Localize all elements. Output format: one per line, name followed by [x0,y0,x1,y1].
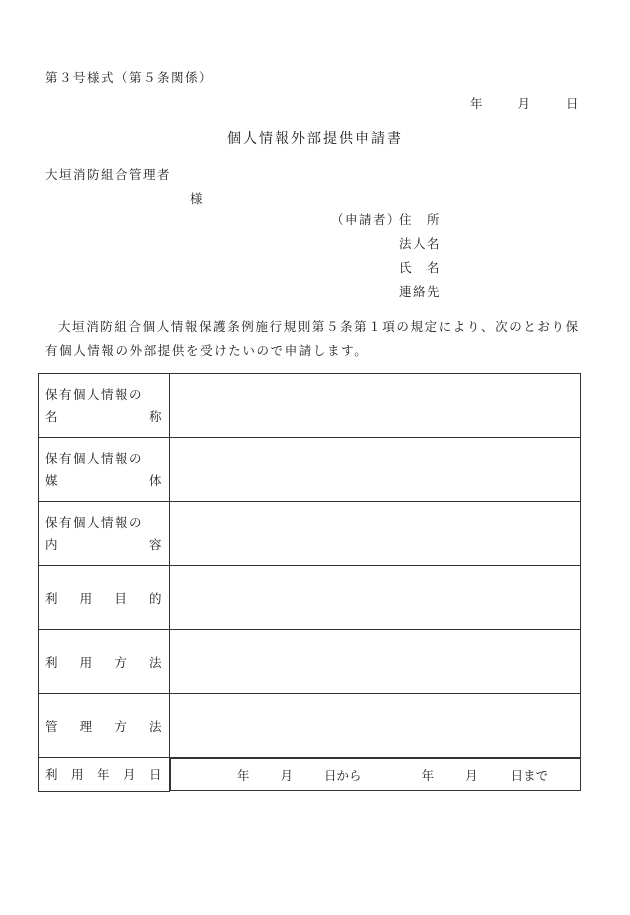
date-year-label: 年 [470,96,483,111]
row-usage-method [39,630,581,694]
applicant-name-label: 氏 名 [399,260,442,275]
label-info-content: 保有個人情報の 内 容 [39,502,170,566]
date-month-label: 月 [517,96,531,111]
period-from-day: 日から [324,767,362,783]
period-to-day: 日まで [510,767,549,783]
period-from-year: 年 [237,767,250,783]
label-info-medium: 保有個人情報の 媒 体 [39,438,170,502]
applicant-corporation-label: 法人名 [399,236,442,251]
row-management-method [39,694,581,758]
input-info-content[interactable] [170,502,581,566]
addressee-name: 大垣消防組合管理者 [45,167,172,182]
application-date [470,94,579,112]
row-usage-period [39,758,581,792]
label-info-name: 保有個人情報の 名 称 [39,374,170,438]
row-info-name [39,374,581,438]
addressee-honorific: 様 [190,191,205,206]
label-management-method: 管 理 方 法 [39,694,170,758]
input-usage-method[interactable] [170,630,581,694]
period-to-month: 月 [465,767,478,783]
input-usage-period[interactable] [170,758,581,791]
form-number: 第３号様式（第５条関係） [45,70,214,85]
label-purpose: 利 用 目 的 [39,566,170,630]
date-day-label: 日 [566,96,579,111]
applicant-tag: （申請者） [331,212,402,227]
input-info-medium[interactable] [170,438,581,502]
period-from-month: 月 [280,767,294,783]
label-usage-method: 利 用 方 法 [39,630,170,694]
document-title: 個人情報外部提供申請書 [227,131,403,147]
application-statement: 大垣消防組合個人情報保護条例施行規則第５条第１項の規定により、次のとおり保有個人情報の外部提供を受けたいので申請します。 [45,319,580,358]
label-usage-period: 利 用 年 月 日 [39,758,170,792]
input-info-name[interactable] [170,374,581,438]
input-management-method[interactable] [170,694,581,758]
row-info-medium [39,438,581,502]
row-info-content [39,502,581,566]
row-purpose [39,566,581,630]
applicant-contact-label: 連絡先 [399,284,442,299]
period-to-year: 年 [421,767,435,783]
input-purpose[interactable] [170,566,581,630]
applicant-address-label: 住 所 [399,212,442,227]
application-form-table [38,373,581,792]
